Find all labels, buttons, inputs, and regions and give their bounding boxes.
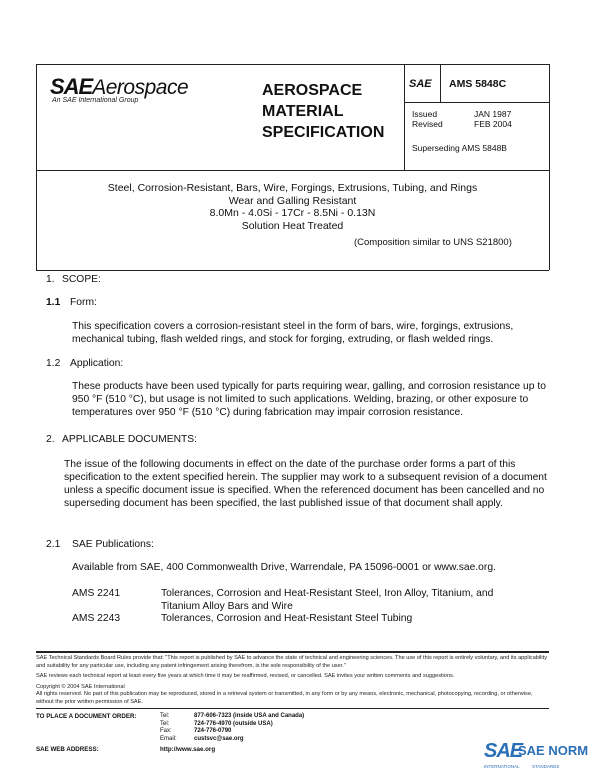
- composition-note: (Composition similar to UNS S21800): [354, 237, 512, 248]
- section-title: Form:: [70, 297, 97, 308]
- footer-review-note: SAE reviews each technical report at least every five years at which time it may be reaffirmed, revised, or cancelled. SAE invites your written comments and suggestions.: [36, 673, 455, 679]
- section-title: Application:: [70, 358, 124, 369]
- revised-label: Revised: [412, 119, 443, 129]
- footer-copyright: Copyright © 2004 SAE International: [36, 684, 125, 690]
- sae-norm-sub: INTERNATIONAL: [484, 764, 520, 769]
- tel-value[interactable]: 877-606-7323 (inside USA and Canada): [194, 713, 305, 719]
- logo-sae-text: SAE: [50, 74, 93, 99]
- spec-title-line-2: Wear and Galling Resistant: [228, 194, 357, 207]
- spec-title-line-1: Steel, Corrosion-Resistant, Bars, Wire, Forgings, Extrusions, Tubing, and Rings: [107, 182, 478, 194]
- section-number: 2.: [46, 434, 55, 445]
- section-1-2-text: These products have been used typically for parts requiring wear, galling, and corrosion resistance up to 950 °F (510 °C), but usage is not limited to such applications. Welding, brazing, or other exposure to temperatures over 950 °F (510 °C) during fabrication may impair corrosion resistance.: [72, 381, 546, 418]
- section-2-1-heading: [46, 538, 154, 551]
- spec-title-block: [36, 182, 549, 232]
- section-1-2-heading: [46, 357, 123, 370]
- sae-norm-logo: [484, 740, 596, 772]
- document-type-title: [262, 80, 384, 143]
- reference-item: [72, 587, 548, 613]
- sae-norm-text: SAE NORM: [518, 743, 589, 758]
- superseding-note: Superseding AMS 5848B: [412, 143, 507, 153]
- section-1-1-heading: [46, 296, 97, 309]
- spec-title-line-3: 8.0Mn - 4.0Si - 17Cr - 8.5Ni - 0.13N: [209, 207, 376, 219]
- email-label: Email:: [160, 735, 177, 742]
- reference-code: AMS 2241: [72, 588, 121, 599]
- section-number: 2.1: [46, 539, 61, 550]
- footer-rights: All rights reserved. No part of this publication may be reproduced, stored in a retrieval system or transmitted, in any form or by any means, electronic, mechanical, photocopying, recording, or otherwise, without the prior written permission of SAE.: [36, 691, 533, 705]
- tel-label: Tel:: [160, 713, 170, 719]
- sae-mark: SAE: [409, 78, 432, 90]
- spec-title-line-4: Solution Heat Treated: [241, 219, 344, 232]
- email-link[interactable]: custsvc@sae.org: [194, 735, 244, 742]
- title-line-3: SPECIFICATION: [262, 124, 385, 141]
- section-number: 1.1: [46, 297, 61, 308]
- footer-disclaimer: SAE Technical Standards Board Rules provide that: "This report is published by SAE to advance the state of technical and engineering sciences. The use of this report is entirely voluntary, and its applicability and suitability for any particular use, including any patent infringement arising therefrom, is the sole responsibility of the user.": [36, 655, 547, 669]
- section-1-1-text: This specification covers a corrosion-resistant steel in the form of bars, wire, forgings, extrusions, mechanical tubing, flash welded rings, and stock for forging, extruding, or flash welded rings.: [72, 321, 514, 345]
- order-label: TO PLACE A DOCUMENT ORDER:: [36, 713, 137, 720]
- web-address-link[interactable]: http://www.sae.org: [160, 746, 216, 753]
- reference-item: [72, 612, 548, 625]
- fax-label: Fax:: [160, 728, 172, 735]
- logo-aerospace-text: Aerospace: [92, 76, 189, 99]
- section-title: APPLICABLE DOCUMENTS:: [62, 434, 198, 445]
- reference-desc-line-1: Tolerances, Corrosion and Heat-Resistant Steel Tubing: [161, 613, 413, 624]
- web-address-label: SAE WEB ADDRESS:: [36, 746, 99, 753]
- tel2-value[interactable]: 724-776-4970 (outside USA): [194, 720, 273, 727]
- sae-norm-sub2: STANDARDS: [532, 764, 560, 769]
- revised-value: FEB 2004: [474, 119, 512, 129]
- sae-norm-sae-mark: SAE: [484, 740, 523, 762]
- document-number: AMS 5848C: [449, 78, 507, 90]
- reference-desc-line-1: Tolerances, Corrosion and Heat-Resistant Steel, Iron Alloy, Titanium, and: [161, 588, 494, 599]
- fax-value[interactable]: 724-776-0790: [194, 728, 232, 735]
- section-2-1-text: Available from SAE, 400 Commonwealth Drive, Warrendale, PA 15096-0001 or www.sae.org.: [72, 562, 496, 573]
- issue-dates: [412, 109, 512, 129]
- section-title: SAE Publications:: [72, 539, 154, 550]
- section-number: 1.: [46, 274, 55, 285]
- section-number: 1.2: [46, 358, 61, 369]
- tel2-label: Tel:: [160, 720, 170, 727]
- reference-desc-line-2: Titanium Alloy Bars and Wire: [161, 601, 293, 612]
- order-contacts: [160, 713, 304, 743]
- title-line-2: MATERIAL: [262, 103, 344, 120]
- reference-list: [72, 587, 548, 625]
- title-line-1: AEROSPACE: [262, 82, 363, 99]
- logo-group-text: An SAE International Group: [52, 97, 139, 104]
- reference-code: AMS 2243: [72, 613, 121, 624]
- issued-value: JAN 1987: [474, 109, 512, 119]
- issued-label: Issued: [412, 109, 438, 119]
- section-2-text: The issue of the following documents in effect on the date of the purchase order forms a part of this specification to the extent specified herein. The supplier may work to a subsequent revision of a document unless a specific document issue is specified. When the referenced document has been cancelled and no superseding document has been specified, the last published issue of that document shall apply.: [64, 459, 547, 509]
- section-title: SCOPE:: [62, 274, 101, 285]
- section-2-heading: [46, 433, 197, 446]
- section-1-heading: [46, 273, 101, 286]
